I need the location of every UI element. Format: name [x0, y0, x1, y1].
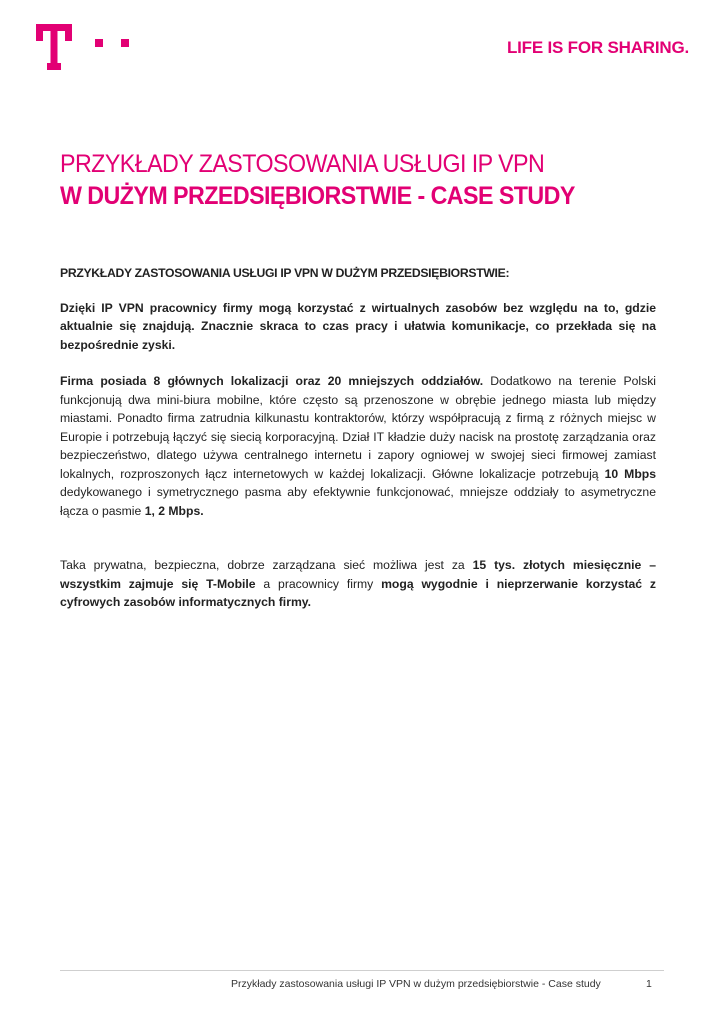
- brand-tagline: LIFE IS FOR SHARING.: [506, 38, 689, 57]
- paragraph-text: a pracownicy firmy: [255, 576, 382, 591]
- benefit-highlight: mogą wygodnie i nieprzerwanie korzystać z cyfrowych zasobów informatycznych firmy.: [60, 576, 657, 609]
- document-body: [60, 264, 656, 630]
- footer-text: Przykłady zastosowania usługi IP VPN w dużym przedsiębiorstwie - Case study: [231, 978, 601, 990]
- document-title: [60, 148, 670, 212]
- footer-divider: [60, 970, 664, 971]
- bandwidth-small: 1, 2 Mbps.: [144, 503, 204, 518]
- section-heading: PRZYKŁADY ZASTOSOWANIA USŁUGI IP VPN W DUŻYM PRZEDSIĘBIORSTWIE:: [60, 266, 510, 280]
- title-line-1: PRZYKŁADY ZASTOSOWANIA USŁUGI IP VPN: [60, 150, 545, 178]
- bandwidth-main: 10 Mbps: [604, 466, 656, 481]
- paragraph-lead: Firma posiada 8 głównych lokalizacji oraz 20 mniejszych oddziałów.: [60, 374, 484, 388]
- price-highlight: 15 tys. złotych miesięcznie – wszystkim zajmuje się T-Mobile: [60, 558, 656, 591]
- company-description-paragraph: [60, 372, 656, 520]
- intro-paragraph: Dzięki IP VPN pracownicy firmy mogą korzystać z wirtualnych zasobów bez względu na to, gdzie aktualnie się znajdują. Znacznie skraca to czas pracy i ułatwia komunikacje, co przekłada się na bezpośrednie zyski.: [60, 300, 656, 352]
- paragraph-text: Dodatkowo na terenie Polski funkcjonują dwa mini-biura mobilne, które często są przenoszone w obrębie jednego miasta lub między miastami. Ponadto firma zatrudnia kilkunastu kontraktorów, którzy współpracują z firmą z różnych miejsc w Europie i potrzebują łączyć się siecią korporacyjną. Dział IT kładzie duży nacisk na prostotę zarządzania oraz bezpieczeństwo, dlatego używa centralnego internetu i zapory ogniowej w swojej sieci firmowej zamiast lokalnych, rozproszonych łącz internetowych w każdej lokalizacji. Główne lokalizacje potrzebują: [60, 374, 656, 481]
- paragraph-text: dedykowanego i symetrycznego pasma aby efektywnie funkcjonować, mniejsze oddziały to asymetryczne łącza o pasmie: [60, 485, 656, 518]
- page-number: 1: [646, 978, 652, 990]
- paragraph-text: Taka prywatna, bezpieczna, dobrze zarządzana sieć możliwa jest za: [60, 558, 473, 572]
- t-mobile-logo-icon: [36, 24, 136, 70]
- title-line-2: W DUŻYM PRZEDSIĘBIORSTWIE - CASE STUDY: [60, 182, 575, 210]
- pricing-paragraph: [60, 556, 656, 612]
